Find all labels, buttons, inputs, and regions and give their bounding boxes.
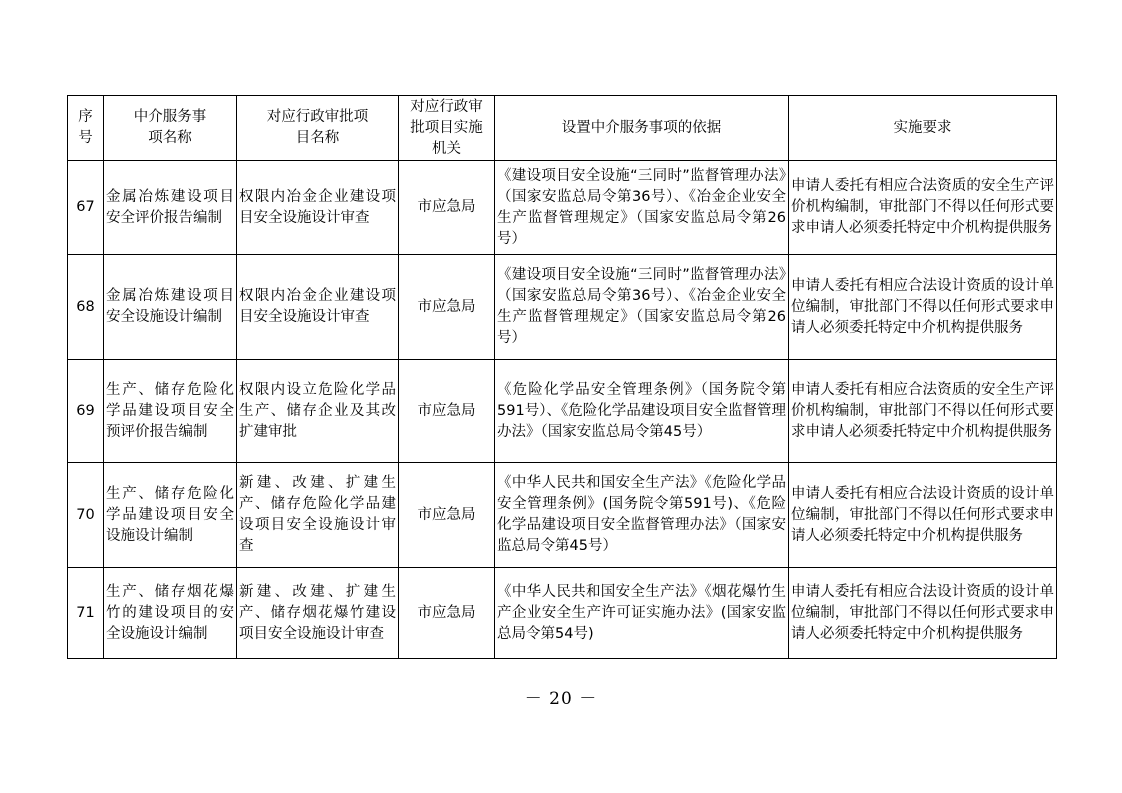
requirement-cell: 申请人委托有相应合法资质的安全生产评价机构编制，审批部门不得以任何形式要求申请人必须委托特定中介机构提供服务 — [789, 360, 1057, 463]
service-name-cell: 生产、储存烟花爆竹的建设项目的安全设施设计编制 — [104, 568, 237, 659]
table-row — [68, 161, 1057, 255]
row-number: 69 — [68, 360, 104, 463]
header-requirement: 实施要求 — [789, 96, 1057, 161]
table-row — [68, 255, 1057, 360]
service-name-cell: 生产、储存危险化学品建设项目安全设施设计编制 — [104, 463, 237, 568]
basis-cell: 《建设项目安全设施“三同时”监督管理办法》（国家安监总局令第36号）、《冶金企业安全生产监督管理规定》（国家安监总局令第26号） — [495, 161, 789, 255]
table-row — [68, 463, 1057, 568]
agency-cell: 市应急局 — [399, 255, 495, 360]
basis-cell: 《危险化学品安全管理条例》（国务院令第591号）、《危险化学品建设项目安全监督管理办法》（国家安监总局令第45号） — [495, 360, 789, 463]
agency-cell: 市应急局 — [399, 568, 495, 659]
header-no: 序号 — [68, 96, 104, 161]
table-header-row — [68, 96, 1057, 161]
row-number: 67 — [68, 161, 104, 255]
basis-cell: 《建设项目安全设施“三同时”监督管理办法》（国家安监总局令第36号）、《冶金企业安全生产监督管理规定》（国家安监总局令第26号） — [495, 255, 789, 360]
header-service-name: 中介服务事项名称 — [104, 96, 237, 161]
requirement-cell: 申请人委托有相应合法设计资质的设计单位编制，审批部门不得以任何形式要求申请人必须委托特定中介机构提供服务 — [789, 568, 1057, 659]
header-approval-item: 对应行政审批项目名称 — [237, 96, 399, 161]
page-number: － 20 － — [524, 689, 598, 709]
services-table — [67, 95, 1057, 659]
approval-item-cell: 新建、改建、扩建生产、储存危险化学品建设项目安全设施设计审查 — [237, 463, 399, 568]
service-name-cell: 金属冶炼建设项目安全评价报告编制 — [104, 161, 237, 255]
basis-cell: 《中华人民共和国安全生产法》《烟花爆竹生产企业安全生产许可证实施办法》(国家安监总局令第54号) — [495, 568, 789, 659]
requirement-cell: 申请人委托有相应合法设计资质的设计单位编制，审批部门不得以任何形式要求申请人必须委托特定中介机构提供服务 — [789, 463, 1057, 568]
row-number: 71 — [68, 568, 104, 659]
approval-item-cell: 权限内冶金企业建设项目安全设施设计审查 — [237, 161, 399, 255]
table-row — [68, 568, 1057, 659]
requirement-cell: 申请人委托有相应合法设计资质的设计单位编制，审批部门不得以任何形式要求申请人必须委托特定中介机构提供服务 — [789, 255, 1057, 360]
basis-cell: 《中华人民共和国安全生产法》《危险化学品安全管理条例》(国务院令第591号)、《危险化学品建设项目安全监督管理办法》（国家安监总局令第45号） — [495, 463, 789, 568]
service-name-cell: 生产、储存危险化学品建设项目安全预评价报告编制 — [104, 360, 237, 463]
agency-cell: 市应急局 — [399, 463, 495, 568]
requirement-cell: 申请人委托有相应合法资质的安全生产评价机构编制，审批部门不得以任何形式要求申请人必须委托特定中介机构提供服务 — [789, 161, 1057, 255]
approval-item-cell: 权限内冶金企业建设项目安全设施设计审查 — [237, 255, 399, 360]
agency-cell: 市应急局 — [399, 161, 495, 255]
header-basis: 设置中介服务事项的依据 — [495, 96, 789, 161]
service-name-cell: 金属冶炼建设项目安全设施设计编制 — [104, 255, 237, 360]
approval-item-cell: 新建、改建、扩建生产、储存烟花爆竹建设项目安全设施设计审查 — [237, 568, 399, 659]
approval-item-cell: 权限内设立危险化学品生产、储存企业及其改扩建审批 — [237, 360, 399, 463]
agency-cell: 市应急局 — [399, 360, 495, 463]
row-number: 70 — [68, 463, 104, 568]
header-agency: 对应行政审批项目实施机关 — [399, 96, 495, 161]
row-number: 68 — [68, 255, 104, 360]
table-row — [68, 360, 1057, 463]
